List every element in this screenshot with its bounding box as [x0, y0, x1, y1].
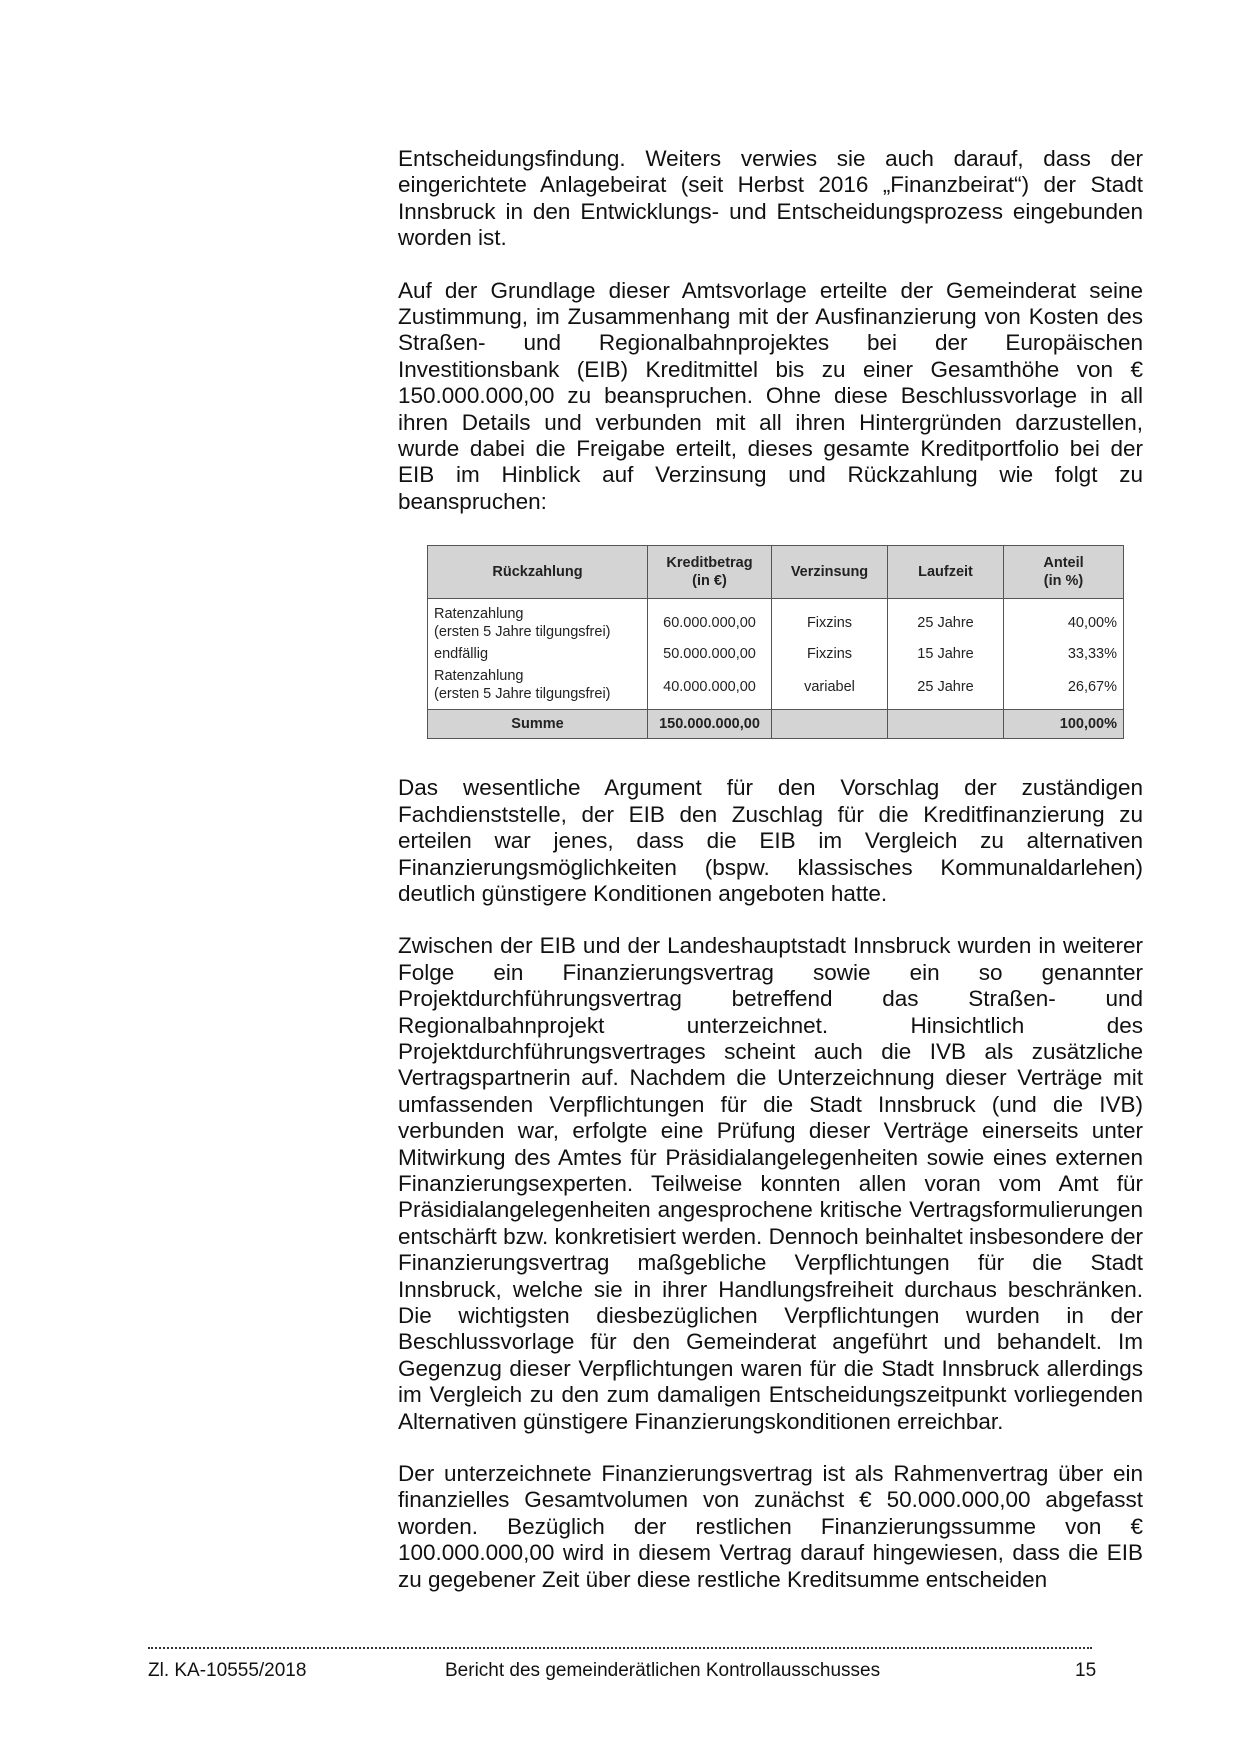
cell-laufzeit: 25 Jahre — [888, 599, 1004, 644]
cell-laufzeit: 15 Jahre — [888, 643, 1004, 665]
table-header-row — [428, 546, 1124, 599]
cell-sum-anteil: 100,00% — [1004, 710, 1124, 739]
footer-title: Bericht des gemeinderätlichen Kontrollausschusses — [445, 1660, 881, 1681]
cell-verzinsung: Fixzins — [772, 599, 888, 644]
credit-table-wrapper — [427, 545, 1123, 739]
footer-reference: Zl. KA-10555/2018 — [148, 1660, 307, 1681]
cell-laufzeit: 25 Jahre — [888, 665, 1004, 710]
page-number: 15 — [1075, 1660, 1097, 1681]
credit-table — [427, 545, 1124, 739]
cell-kreditbetrag: 40.000.000,00 — [648, 665, 772, 710]
cell-empty — [888, 710, 1004, 739]
header-anteil: Anteil (in %) — [1004, 546, 1124, 599]
header-verzinsung: Verzinsung — [772, 546, 888, 599]
table-row — [428, 643, 1124, 665]
cell-kreditbetrag: 50.000.000,00 — [648, 643, 772, 665]
cell-kreditbetrag: 60.000.000,00 — [648, 599, 772, 644]
cell-anteil: 33,33% — [1004, 643, 1124, 665]
paragraph: Der unterzeichnete Finanzierungsvertrag ist als Rahmenvertrag über ein finanzielles Gesamtvolumen von zunächst € 50.000.000,00 abgefasst worden. Bezüglich der restlichen Finanzierungssumme von € 100.000.000,00 wird in diesem Vertrag darauf hingewiesen, dass die EIB zu gegebener Zeit über diese restliche Kreditsumme entscheiden — [398, 1461, 1143, 1592]
header-laufzeit: Laufzeit — [888, 546, 1004, 599]
table-row — [428, 599, 1124, 644]
cell-rueckzahlung: Ratenzahlung (ersten 5 Jahre tilgungsfrei) — [428, 665, 648, 710]
table-sum-row — [428, 710, 1124, 739]
page-body — [398, 146, 1143, 1593]
paragraph: Zwischen der EIB und der Landeshauptstadt Innsbruck wurden in weiterer Folge ein Finanzierungsvertrag sowie ein so genannter Projektdurchführungsvertrag betreffend das Straßen- und Regionalbahnprojekt unterzeichnet. Hinsichtlich des Projektdurchführungsvertrages scheint auch die IVB als zusätzliche Vertragspartnerin auf. Nachdem die Unterzeichnung dieser Verträge mit umfassenden Verpflichtungen für die Stadt Innsbruck (und die IVB) verbunden war, erfolgte eine Prüfung dieser Verträge einerseits unter Mitwirkung des Amtes für Präsidialangelegenheiten sowie eines externen Finanzierungsexperten. Teilweise konnten allen voran vom Amt für Präsidialangelegenheiten angesprochene kritische Vertragsformulierungen entschärft bzw. konkretisiert werden. Dennoch beinhaltet insbesondere der Finanzierungsvertrag maßgebliche Verpflichtungen für die Stadt Innsbruck, welche sie in ihrer Handlungsfreiheit durchaus beschränken. Die wichtigsten diesbezüglichen Verpflichtungen wurden in der Beschlussvorlage für den Gemeinderat angeführt und behandelt. Im Gegenzug dieser Verpflichtungen waren für die Stadt Innsbruck allerdings im Vergleich zu den zum damaligen Entscheidungszeitpunkt vorliegenden Alternativen günstigere Finanzierungskonditionen erreichbar. — [398, 933, 1143, 1434]
cell-rueckzahlung: endfällig — [428, 643, 648, 665]
cell-rueckzahlung: Ratenzahlung (ersten 5 Jahre tilgungsfrei) — [428, 599, 648, 644]
header-kreditbetrag: Kreditbetrag (in €) — [648, 546, 772, 599]
footer-divider — [148, 1647, 1092, 1649]
cell-anteil: 26,67% — [1004, 665, 1124, 710]
table-row — [428, 665, 1124, 710]
cell-empty — [772, 710, 888, 739]
cell-verzinsung: Fixzins — [772, 643, 888, 665]
paragraph: Auf der Grundlage dieser Amtsvorlage erteilte der Gemeinderat seine Zustimmung, im Zusammenhang mit der Ausfinanzierung von Kosten des Straßen- und Regionalbahnprojektes bei der Europäischen Investitionsbank (EIB) Kreditmittel bis zu einer Gesamthöhe von € 150.000.000,00 zu beanspruchen. Ohne diese Beschlussvorlage in all ihren Details und verbunden mit all ihren Hintergründen darzustellen, wurde dabei die Freigabe erteilt, dieses gesamte Kreditportfolio bei der EIB im Hinblick auf Verzinsung und Rückzahlung wie folgt zu beanspruchen: — [398, 277, 1143, 514]
cell-anteil: 40,00% — [1004, 599, 1124, 644]
paragraph: Das wesentliche Argument für den Vorschlag der zuständigen Fachdienststelle, der EIB den Zuschlag für die Kreditfinanzierung zu erteilen war jenes, dass die EIB im Vergleich zu alternativen Finanzierungsmöglichkeiten (bspw. klassisches Kommunaldarlehen) deutlich günstigere Konditionen angeboten hatte. — [398, 775, 1143, 906]
paragraph: Entscheidungsfindung. Weiters verwies sie auch darauf, dass der eingerichtete Anlagebeirat (seit Herbst 2016 „Finanzbeirat“) der Stadt Innsbruck in den Entwicklungs- und Entscheidungsprozess eingebunden worden ist. — [398, 146, 1143, 251]
cell-sum-label: Summe — [428, 710, 648, 739]
cell-sum-kreditbetrag: 150.000.000,00 — [648, 710, 772, 739]
cell-verzinsung: variabel — [772, 665, 888, 710]
header-rueckzahlung: Rückzahlung — [428, 546, 648, 599]
